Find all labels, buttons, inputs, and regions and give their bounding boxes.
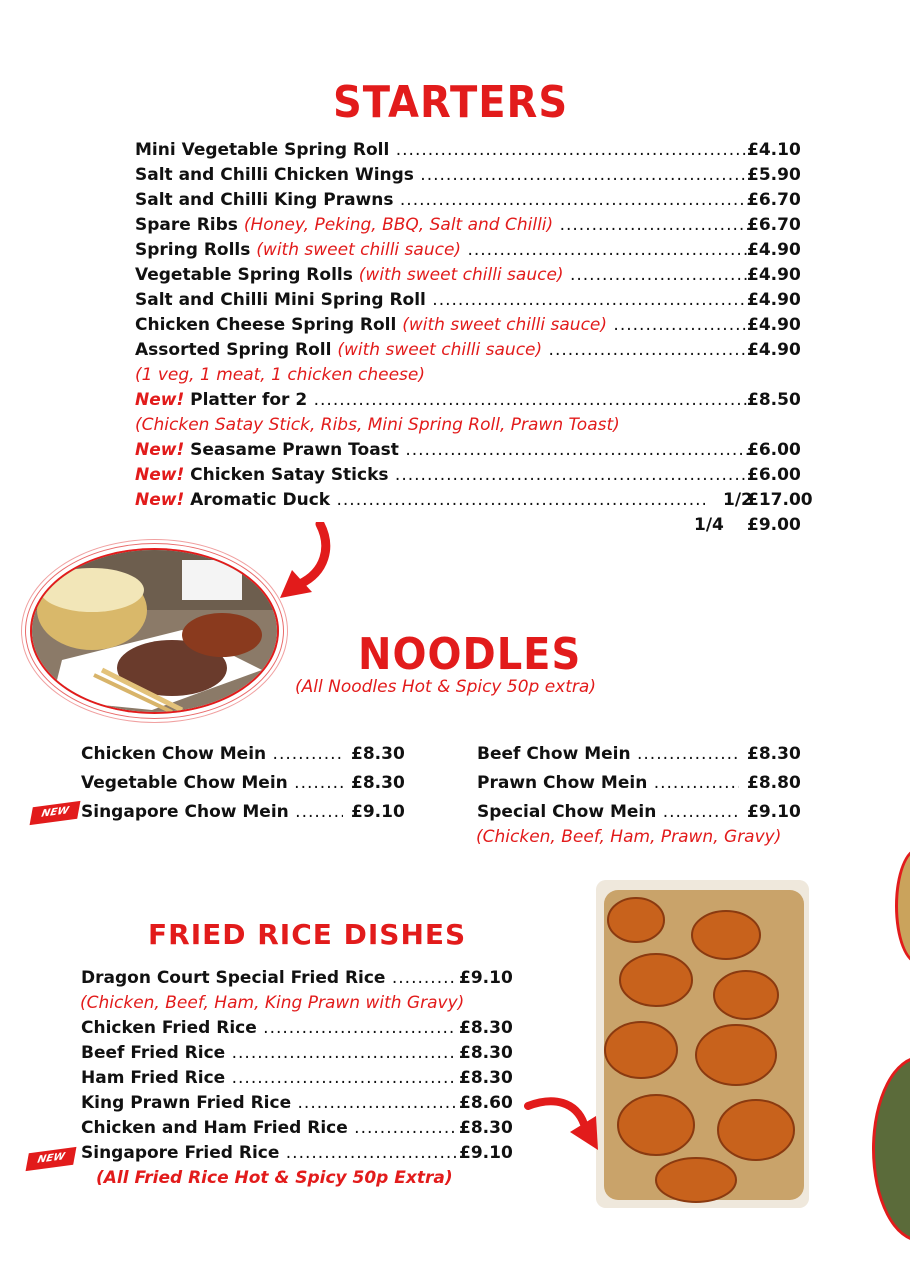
- menu-item-row: [81, 800, 421, 825]
- portion-size: 1/2: [723, 490, 753, 510]
- menu-item-price: £8.50: [747, 390, 801, 410]
- fried-rice-heading: FRIED RICE DISHES: [148, 918, 467, 951]
- menu-item-price: £8.30: [459, 1018, 513, 1038]
- menu-item-name-wrap: [81, 966, 456, 991]
- menu-item-price: £9.10: [747, 802, 801, 822]
- menu-item-name-wrap: [135, 338, 757, 363]
- menu-item-price: £6.70: [747, 190, 801, 210]
- noodles-heading: NOODLES: [358, 630, 582, 680]
- menu-item-price: £8.30: [459, 1118, 513, 1138]
- menu-item-name-wrap: [81, 1091, 456, 1116]
- menu-item-name: King Prawn Fried Rice: [81, 1093, 292, 1113]
- menu-item-price: £8.30: [459, 1043, 513, 1063]
- menu-item-row: [135, 438, 835, 463]
- menu-item-price: £8.60: [459, 1093, 513, 1113]
- duck-quarter-row: [694, 513, 834, 538]
- menu-item-price: £6.70: [747, 215, 801, 235]
- menu-item-row: [135, 313, 835, 338]
- menu-item-name-wrap: [135, 288, 757, 313]
- menu-item-price: £8.30: [747, 744, 801, 764]
- menu-item-price: £9.10: [459, 1143, 513, 1163]
- platter-detail: (Chicken Satay Stick, Ribs, Mini Spring Roll, Prawn Toast): [135, 415, 620, 435]
- starters-heading: STARTERS: [333, 78, 569, 128]
- arrow-icon: [270, 522, 340, 602]
- menu-item-name-wrap: [81, 1016, 456, 1041]
- prawn-illustration: [596, 880, 809, 1208]
- new-label: New!: [135, 465, 185, 485]
- menu-item-row: [81, 1066, 531, 1091]
- menu-item-row: [135, 213, 835, 238]
- menu-item-price: £4.90: [747, 315, 801, 335]
- menu-item-name: Salt and Chilli Mini Spring Roll: [135, 290, 426, 310]
- menu-item-name: Salt and Chilli King Prawns: [135, 190, 394, 210]
- menu-item-name: Spring Rolls: [135, 240, 251, 260]
- menu-item-row: [135, 188, 835, 213]
- menu-item-name-wrap: [81, 1041, 456, 1066]
- menu-item-note: (with sweet chilli sauce): [402, 315, 608, 335]
- menu-item-row: [135, 238, 835, 263]
- menu-item-name-wrap: [81, 1141, 456, 1166]
- menu-item-row: [81, 966, 531, 991]
- new-badge: NEW: [30, 801, 81, 825]
- menu-item-name: Salt and Chilli Chicken Wings: [135, 165, 414, 185]
- prawn-rice-photo: [596, 880, 809, 1208]
- menu-item-price: £4.90: [747, 265, 801, 285]
- menu-item-name-wrap: [135, 313, 757, 338]
- menu-item-price: £8.30: [351, 744, 405, 764]
- menu-item-row: [81, 771, 421, 796]
- menu-item-row: [81, 1141, 531, 1166]
- menu-item-price: £4.10: [747, 140, 801, 160]
- special-fried-rice-detail: (Chicken, Beef, Ham, King Prawn with Gravy): [80, 993, 465, 1013]
- menu-item-name-wrap: [135, 238, 757, 263]
- menu-item-price: £8.30: [459, 1068, 513, 1088]
- menu-item-name-wrap: [81, 742, 343, 767]
- menu-item-name-wrap: [135, 438, 757, 463]
- menu-item-name-wrap: [135, 463, 757, 488]
- menu-item-price: £4.90: [747, 340, 801, 360]
- menu-item-price: £5.90: [747, 165, 801, 185]
- menu-item-note: (with sweet chilli sauce): [256, 240, 462, 260]
- menu-item-name: Chicken Satay Sticks: [190, 465, 389, 485]
- menu-item-row: [477, 742, 817, 767]
- special-chow-mein-detail: (Chicken, Beef, Ham, Prawn, Gravy): [476, 827, 782, 847]
- menu-item-name: Singapore Chow Mein: [81, 802, 289, 822]
- menu-item-name-wrap: [81, 771, 343, 796]
- new-label: New!: [135, 490, 185, 510]
- menu-item-name: Vegetable Spring Rolls: [135, 265, 353, 285]
- duck-photo: [30, 548, 279, 714]
- menu-item-price: £8.80: [747, 773, 801, 793]
- menu-item-name: Seasame Prawn Toast: [190, 440, 399, 460]
- menu-item-row: [135, 388, 835, 413]
- menu-item-name: Vegetable Chow Mein: [81, 773, 288, 793]
- menu-item-name-wrap: [135, 388, 757, 413]
- menu-item-name-wrap: [135, 188, 757, 213]
- new-label: New!: [135, 390, 185, 410]
- menu-item-row: [135, 263, 835, 288]
- menu-item-row: [81, 742, 421, 767]
- menu-item-price: £9.10: [351, 802, 405, 822]
- menu-item-name: Aromatic Duck: [190, 490, 331, 510]
- menu-item-name-wrap: [81, 1116, 456, 1141]
- menu-item-price: £4.90: [747, 290, 801, 310]
- menu-item-row: [135, 138, 835, 163]
- menu-item-row: [135, 488, 835, 513]
- menu-item-name: Beef Fried Rice: [81, 1043, 226, 1063]
- assorted-detail: (1 veg, 1 meat, 1 chicken cheese): [135, 365, 425, 385]
- menu-item-name-wrap: [135, 263, 757, 288]
- menu-item-row: [135, 463, 835, 488]
- menu-item-name-wrap: [135, 138, 757, 163]
- menu-item-row: [477, 800, 817, 825]
- menu-item-note: (with sweet chilli sauce): [358, 265, 564, 285]
- menu-item-name-wrap: [81, 1066, 456, 1091]
- menu-item-row: [81, 1016, 531, 1041]
- menu-item-name: Ham Fried Rice: [81, 1068, 226, 1088]
- edge-photo-bottom: [872, 1056, 910, 1242]
- menu-item-row: [477, 771, 817, 796]
- menu-item-row: [135, 288, 835, 313]
- menu-item-name-wrap: [477, 800, 739, 825]
- menu-item-name-wrap: [135, 488, 705, 513]
- menu-item-name-wrap: [477, 771, 739, 796]
- new-label: New!: [135, 440, 185, 460]
- menu-item-row: [135, 338, 835, 363]
- menu-item-name-wrap: [135, 163, 757, 188]
- menu-item-price: £8.30: [351, 773, 405, 793]
- menu-item-name-wrap: [477, 742, 739, 767]
- menu-item-note: (with sweet chilli sauce): [337, 340, 543, 360]
- menu-item-price: £6.00: [747, 465, 801, 485]
- menu-item-name: Chicken Cheese Spring Roll: [135, 315, 397, 335]
- menu-item-name-wrap: [81, 800, 343, 825]
- menu-item-price: £6.00: [747, 440, 801, 460]
- menu-item-name: Chicken and Ham Fried Rice: [81, 1118, 348, 1138]
- menu-item-note: (Honey, Peking, BBQ, Salt and Chilli): [243, 215, 554, 235]
- noodles-subtitle: (All Noodles Hot & Spicy 50p extra): [295, 677, 596, 697]
- menu-item-row: [81, 1116, 531, 1141]
- menu-item-price: £4.90: [747, 240, 801, 260]
- menu-item-row: [135, 163, 835, 188]
- menu-item-row: [81, 1041, 531, 1066]
- arrow-icon: [524, 1094, 602, 1154]
- menu-item-name-wrap: [135, 213, 757, 238]
- new-badge: NEW: [26, 1147, 77, 1171]
- menu-item-name: Mini Vegetable Spring Roll: [135, 140, 390, 160]
- menu-item-price: £9.00: [747, 515, 801, 535]
- menu-item-name: Platter for 2: [190, 390, 308, 410]
- menu-item-name: Singapore Fried Rice: [81, 1143, 280, 1163]
- menu-item-name: Chicken Fried Rice: [81, 1018, 257, 1038]
- fried-rice-footer: (All Fried Rice Hot & Spicy 50p Extra): [96, 1168, 453, 1188]
- menu-item-row: [81, 1091, 531, 1116]
- menu-item-price: £9.10: [459, 968, 513, 988]
- menu-item-name: Assorted Spring Roll: [135, 340, 332, 360]
- menu-item-name: Beef Chow Mein: [477, 744, 631, 764]
- edge-photo-top: [895, 848, 910, 964]
- menu-item-name: Spare Ribs: [135, 215, 238, 235]
- menu-item-name: Special Chow Mein: [477, 802, 657, 822]
- menu-item-name: Dragon Court Special Fried Rice: [81, 968, 386, 988]
- duck-illustration: [32, 550, 277, 712]
- menu-item-price: £17.00: [747, 490, 813, 510]
- menu-item-name: Prawn Chow Mein: [477, 773, 648, 793]
- menu-item-name: Chicken Chow Mein: [81, 744, 267, 764]
- portion-size: 1/4: [694, 515, 724, 535]
